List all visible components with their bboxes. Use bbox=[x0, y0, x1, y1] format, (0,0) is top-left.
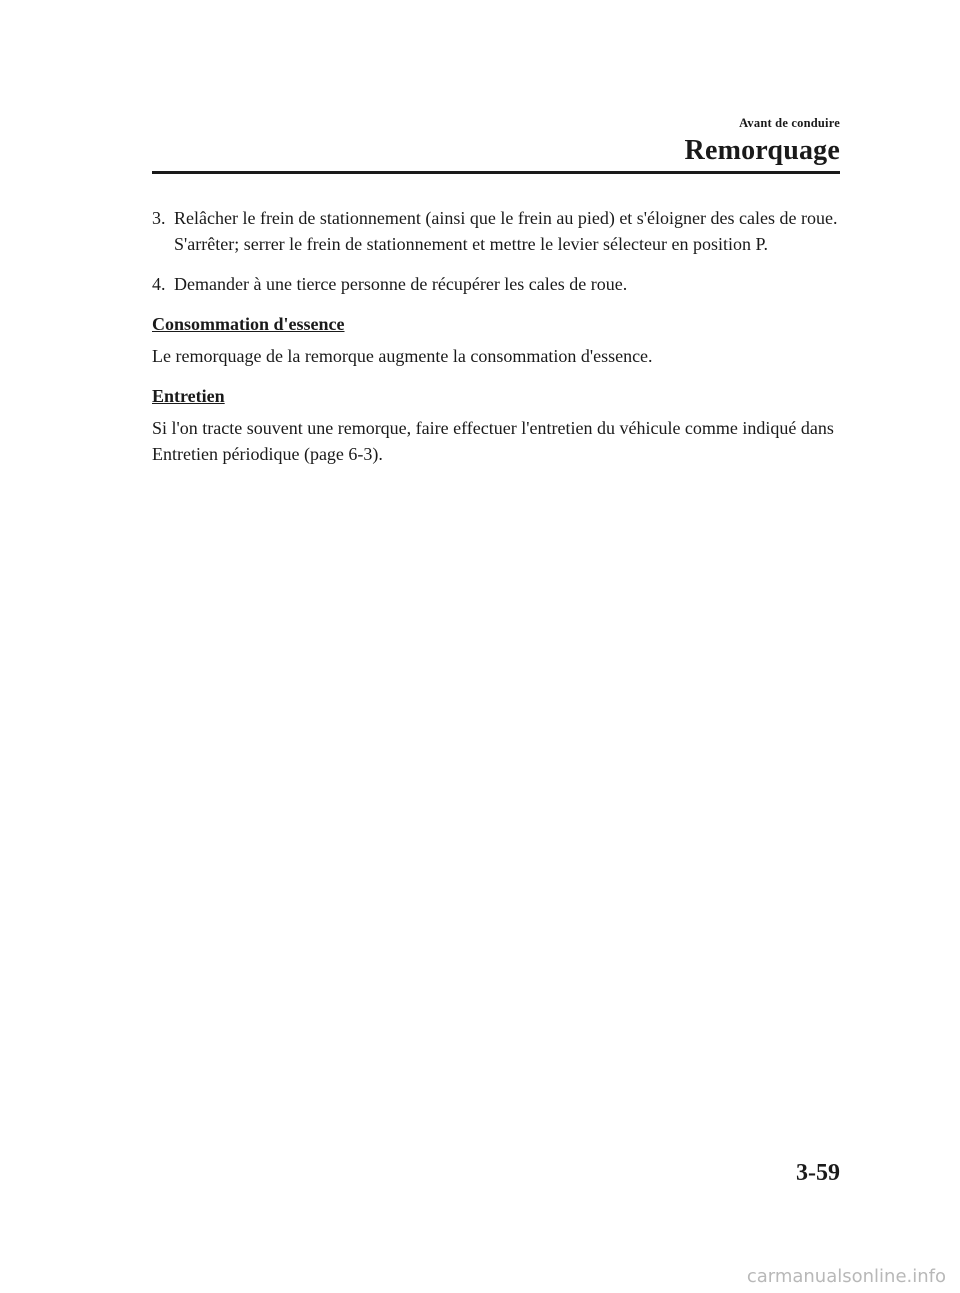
paragraph-fuel-consumption: Le remorquage de la remorque augmente la consommation d'essence. bbox=[152, 346, 653, 366]
step-text: Relâcher le frein de stationnement (ainsi que le frein au pied) et s'éloigner des cales de roue. S'arrêter; serrer le frein de stationnement et mettre le levier sélecteur en position P. bbox=[174, 208, 838, 254]
heading-fuel-consumption: Consommation d'essence bbox=[152, 314, 345, 334]
step-text: Demander à une tierce personne de récupérer les cales de roue. bbox=[174, 274, 628, 294]
page-content bbox=[152, 205, 840, 481]
step-number: 4. bbox=[152, 274, 166, 294]
chapter-title: Remorquage bbox=[684, 135, 840, 166]
step-4 bbox=[152, 271, 840, 297]
header-rule bbox=[152, 171, 840, 174]
page-header bbox=[685, 116, 840, 167]
page-number: 3-59 bbox=[796, 1160, 840, 1186]
step-number: 3. bbox=[152, 208, 166, 228]
footer-watermark: carmanualsonline.info bbox=[746, 1266, 946, 1287]
paragraph-maintenance: Si l'on tracte souvent une remorque, faire effectuer l'entretien du véhicule comme indiqué dans Entretien périodique (page 6-3). bbox=[152, 418, 834, 464]
heading-maintenance: Entretien bbox=[152, 386, 225, 406]
section-label: Avant de conduire bbox=[739, 116, 840, 130]
step-3 bbox=[152, 205, 840, 257]
